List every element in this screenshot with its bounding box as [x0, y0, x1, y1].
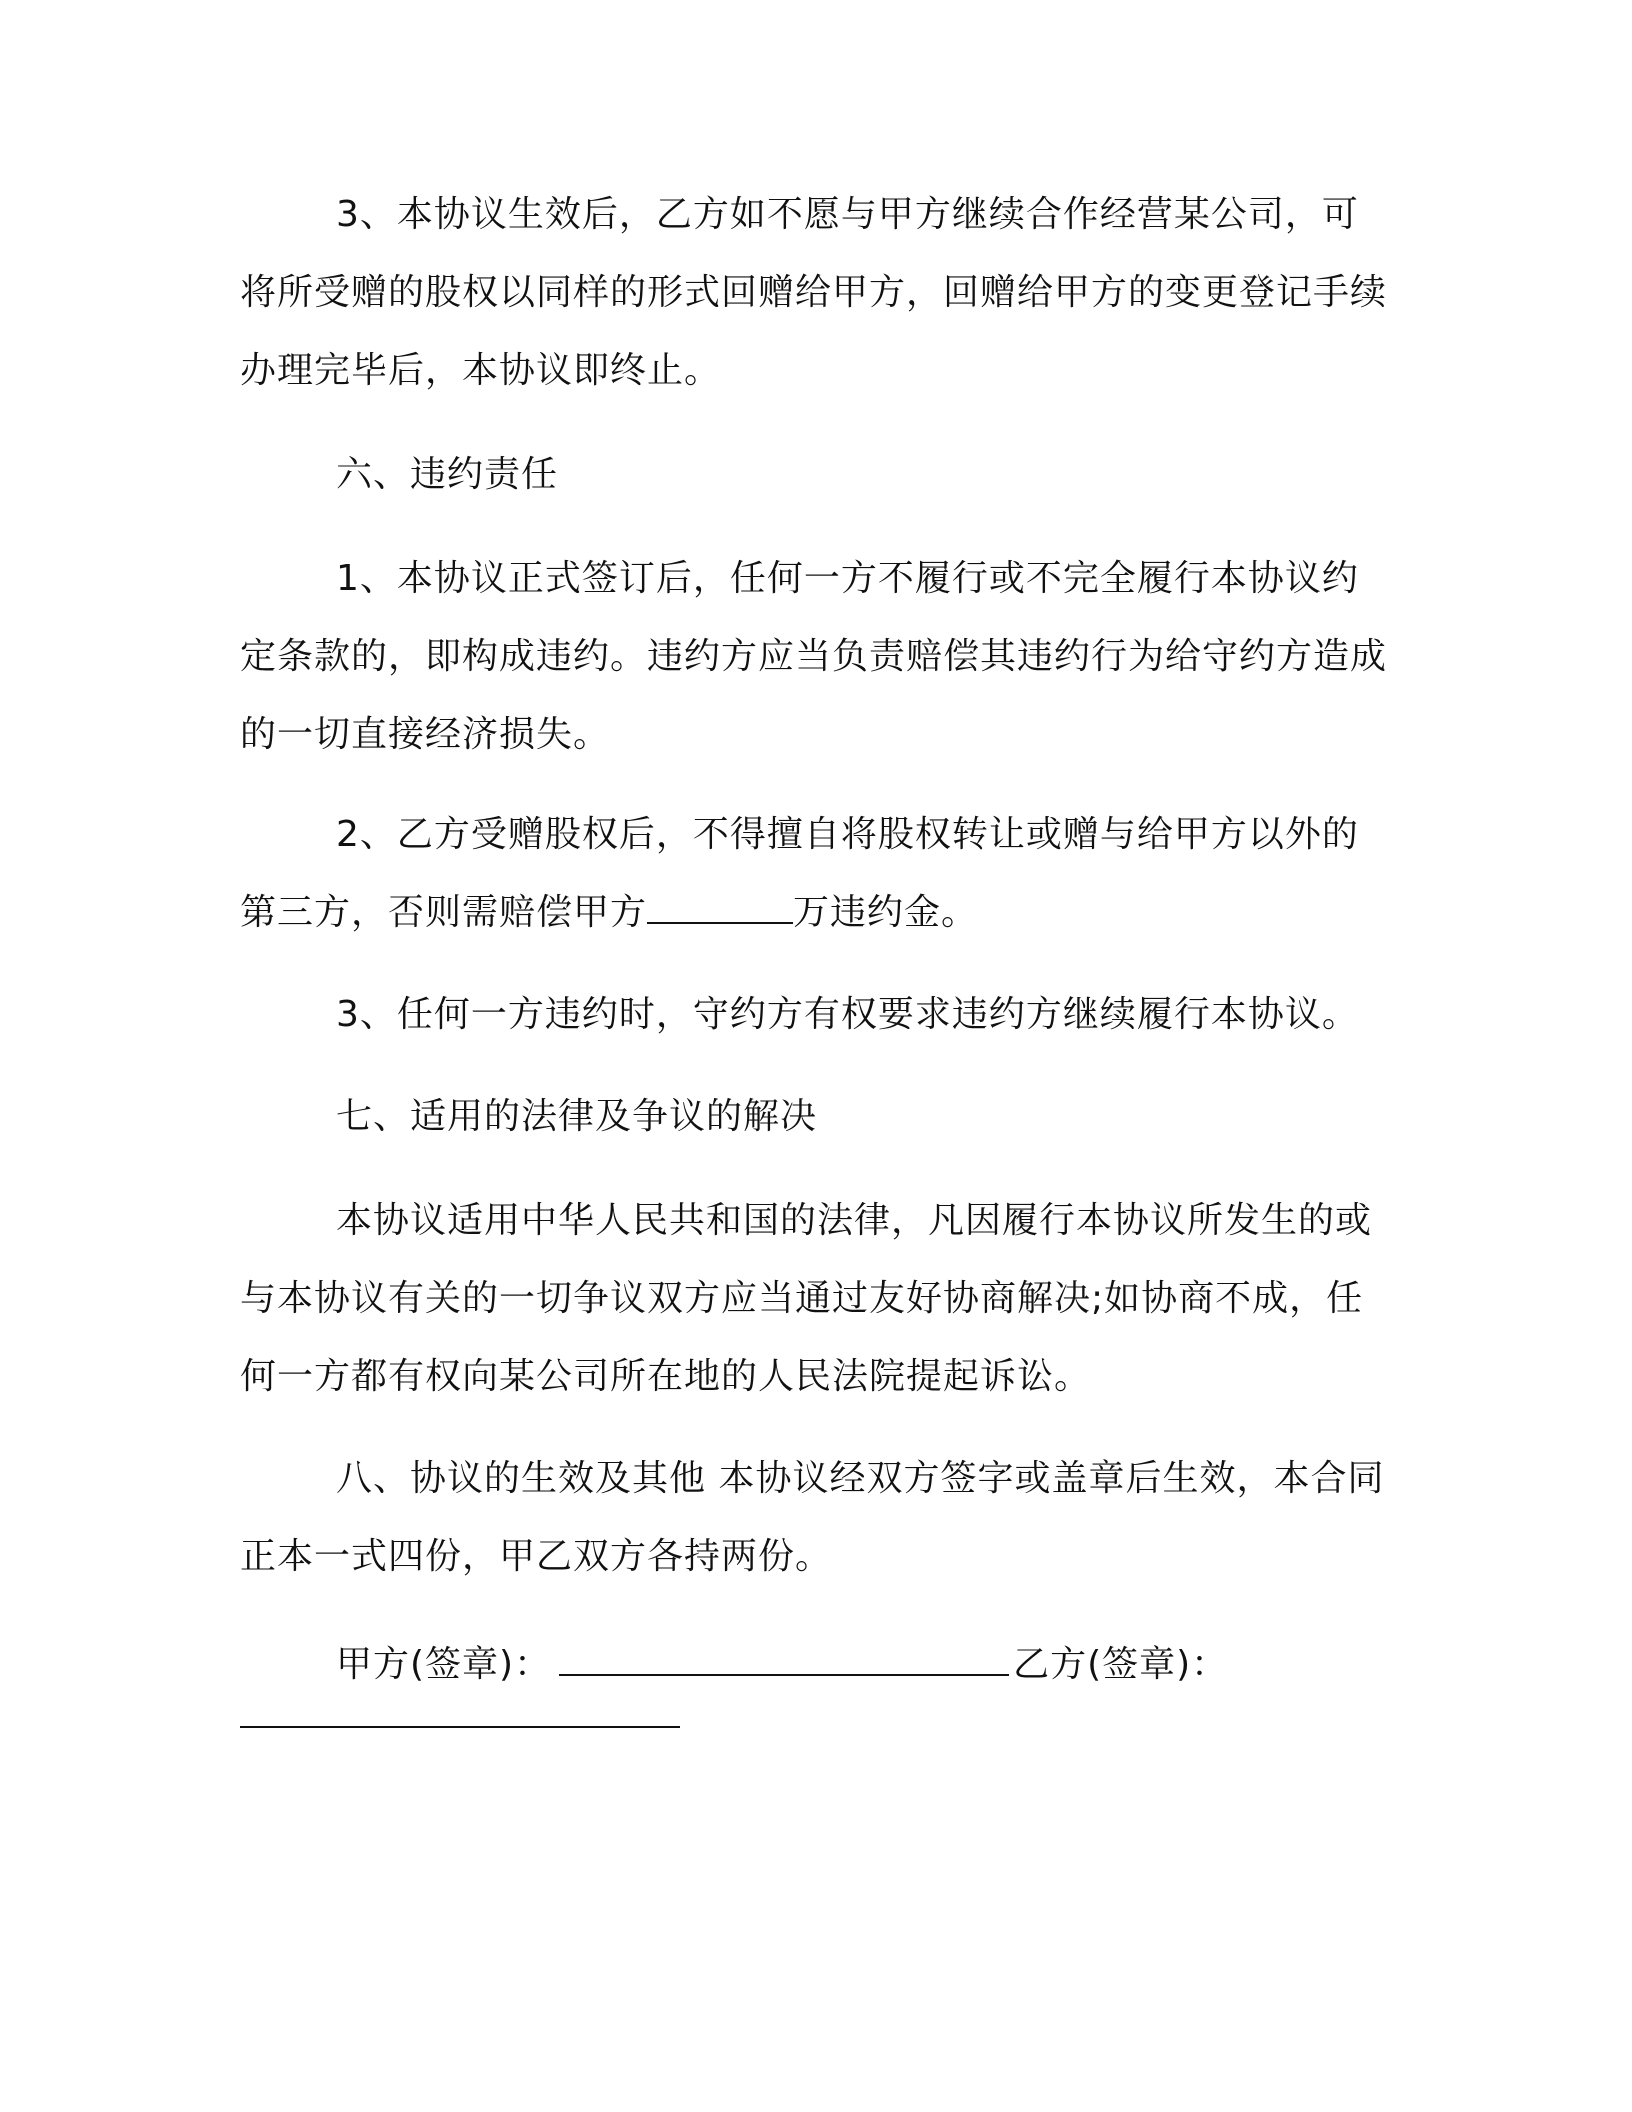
section6-item1: 1、本协议正式签订后，任何一方不履行或不完全履行本协议约定条款的，即构成违约。违约方应当负责赔偿其违约行为给守约方造成的一切直接经济损失。 [240, 558, 1388, 755]
section6-item2 [240, 796, 1390, 952]
party-a-signature-blank [559, 1630, 1009, 1676]
section5-item3: 3、本协议生效后，乙方如不愿与甲方继续合作经营某公司，可将所受赠的股权以同样的形式回赠给甲方，回赠给甲方的变更登记手续办理完毕后，本协议即终止。 [240, 194, 1388, 391]
penalty-amount-blank [647, 882, 793, 924]
section6-item2-text: 2、乙方受赠股权后，不得擅自将股权转让或赠与给甲方以外的第三方，否则需赔偿甲方 [240, 814, 1359, 933]
party-a-signature-label: 甲方(签章)： [336, 1644, 552, 1685]
section7-heading: 七、适用的法律及争议的解决 [336, 1096, 818, 1137]
section6-item3: 3、任何一方违约时，守约方有权要求违约方继续履行本协议。 [336, 994, 1359, 1035]
party-b-signature-blank [240, 1726, 680, 1728]
section7-body: 本协议适用中华人民共和国的法律，凡因履行本协议所发生的或与本协议有关的一切争议双方应当通过友好协商解决;如协商不成，任何一方都有权向某公司所在地的人民法院提起诉讼。 [240, 1200, 1373, 1397]
party-b-signature-label: 乙方(签章)： [1013, 1644, 1229, 1685]
signature-line [336, 1626, 1228, 1704]
section6-item2-suffix: 万违约金。 [793, 892, 979, 933]
section8-body: 八、协议的生效及其他 本协议经双方签字或盖章后生效，本合同正本一式四份，甲乙双方各持两份。 [240, 1458, 1385, 1577]
section6-heading: 六、违约责任 [336, 454, 559, 495]
